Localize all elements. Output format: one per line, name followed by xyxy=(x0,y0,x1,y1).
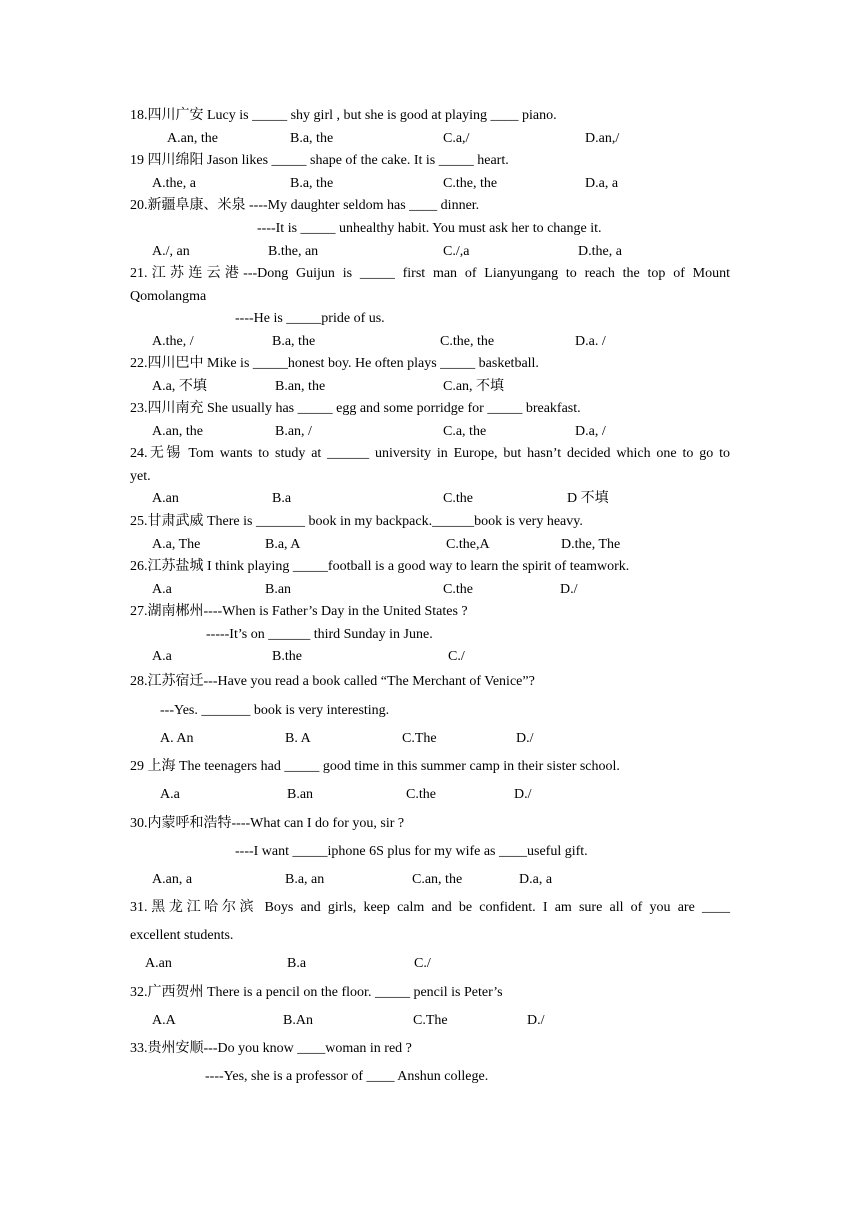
option-31-a: A.an xyxy=(145,956,172,971)
option-29-b: B.an xyxy=(287,787,314,802)
option-18-a: A.an, the xyxy=(167,131,218,146)
option-25-b: B.a, A xyxy=(265,537,301,552)
option-27-c: C./ xyxy=(448,649,465,664)
question-21: 21.江苏连云港---Dong Guijun is _____ first man of Lianyungang to reach the top of Mount xyxy=(130,266,730,281)
option-21-a: A.the, / xyxy=(152,334,194,349)
option-32-c: C.The xyxy=(413,1013,448,1028)
question-28: 28.江苏宿迁---Have you read a book called “The Merchant of Venice”? xyxy=(130,674,535,689)
question-31: 31.黑龙江哈尔滨 Boys and girls, keep calm and be confident. I am sure all of you are ____ xyxy=(130,900,730,915)
option-30-c: C.an, the xyxy=(412,872,463,887)
option-26-d: D./ xyxy=(560,582,578,597)
option-30-d: D.a, a xyxy=(519,872,553,887)
option-28-b: B. A xyxy=(285,731,311,746)
option-25-c: C.the,A xyxy=(446,537,490,552)
question-32: 32.广西贺州 There is a pencil on the floor. _____ pencil is Peter’s xyxy=(130,985,503,1000)
option-18-c: C.a,/ xyxy=(443,131,470,146)
option-19-c: C.the, the xyxy=(443,176,498,191)
option-23-a: A.an, the xyxy=(152,424,203,439)
option-25-a: A.a, The xyxy=(152,537,201,552)
option-29-a: A.a xyxy=(160,787,180,802)
question-31-continued: excellent students. xyxy=(130,928,234,943)
question-28-reply: ---Yes. _______ book is very interesting. xyxy=(160,703,390,718)
option-26-c: C.the xyxy=(443,582,473,597)
option-23-b: B.an, / xyxy=(275,424,312,439)
option-32-a: A.A xyxy=(152,1013,176,1028)
option-23-d: D.a, / xyxy=(575,424,606,439)
option-20-b: B.the, an xyxy=(268,244,319,259)
option-31-b: B.a xyxy=(287,956,307,971)
question-23: 23.四川南充 She usually has _____ egg and some porridge for _____ breakfast. xyxy=(130,401,581,416)
option-18-b: B.a, the xyxy=(290,131,334,146)
option-21-d: D.a. / xyxy=(575,334,606,349)
option-20-c: C./,a xyxy=(443,244,470,259)
option-32-d: D./ xyxy=(527,1013,545,1028)
option-30-a: A.an, a xyxy=(152,872,193,887)
option-28-a: A. An xyxy=(160,731,194,746)
question-20-reply: ----It is _____ unhealthy habit. You must ask her to change it. xyxy=(257,221,602,236)
question-20: 20.新疆阜康、米泉 ----My daughter seldom has ____ dinner. xyxy=(130,198,480,213)
option-29-c: C.the xyxy=(406,787,436,802)
option-32-b: B.An xyxy=(283,1013,313,1028)
option-26-a: A.a xyxy=(152,582,172,597)
option-20-d: D.the, a xyxy=(578,244,622,259)
option-31-c: C./ xyxy=(414,956,431,971)
option-21-b: B.a, the xyxy=(272,334,316,349)
question-30-reply: ----I want _____iphone 6S plus for my wife as ____useful gift. xyxy=(235,844,588,859)
option-19-b: B.a, the xyxy=(290,176,334,191)
option-19-a: A.the, a xyxy=(152,176,196,191)
option-22-c: C.an, 不填 xyxy=(443,379,505,394)
option-28-d: D./ xyxy=(516,731,534,746)
option-24-c: C.the xyxy=(443,491,473,506)
question-21-reply: ----He is _____pride of us. xyxy=(235,311,385,326)
question-21-continued: Qomolangma xyxy=(130,289,207,304)
option-22-a: A.a, 不填 xyxy=(152,379,207,394)
option-24-a: A.an xyxy=(152,491,179,506)
option-25-d: D.the, The xyxy=(561,537,621,552)
question-24-continued: yet. xyxy=(130,469,151,484)
option-21-c: C.the, the xyxy=(440,334,495,349)
question-33-reply: ----Yes, she is a professor of ____ Anshun college. xyxy=(205,1069,489,1084)
question-27: 27.湖南郴州----When is Father’s Day in the United States ? xyxy=(130,604,468,619)
option-23-c: C.a, the xyxy=(443,424,487,439)
option-24-d: D 不填 xyxy=(567,491,609,506)
option-20-a: A./, an xyxy=(152,244,190,259)
option-19-d: D.a, a xyxy=(585,176,619,191)
option-22-b: B.an, the xyxy=(275,379,326,394)
question-29: 29 上海 The teenagers had _____ good time in this summer camp in their sister school. xyxy=(130,759,620,774)
option-26-b: B.an xyxy=(265,582,292,597)
question-22: 22.四川巴中 Mike is _____honest boy. He often plays _____ basketball. xyxy=(130,356,539,371)
question-18: 18.四川广安 Lucy is _____ shy girl , but she is good at playing ____ piano. xyxy=(130,108,557,123)
option-18-d: D.an,/ xyxy=(585,131,620,146)
option-27-a: A.a xyxy=(152,649,172,664)
question-27-reply: -----It’s on ______ third Sunday in June. xyxy=(206,627,433,642)
question-25: 25.甘肃武威 There is _______ book in my backpack.______book is very heavy. xyxy=(130,514,583,529)
question-33: 33.贵州安顺---Do you know ____woman in red ? xyxy=(130,1041,412,1056)
question-19: 19 四川绵阳 Jason likes _____ shape of the cake. It is _____ heart. xyxy=(130,153,509,168)
question-26: 26.江苏盐城 I think playing _____football is a good way to learn the spirit of teamwork. xyxy=(130,559,630,574)
option-28-c: C.The xyxy=(402,731,437,746)
option-30-b: B.a, an xyxy=(285,872,325,887)
option-24-b: B.a xyxy=(272,491,292,506)
option-27-b: B.the xyxy=(272,649,302,664)
question-30: 30.内蒙呼和浩特----What can I do for you, sir ? xyxy=(130,816,405,831)
question-24: 24.无锡 Tom wants to study at ______ university in Europe, but hasn’t decided which one to go to xyxy=(130,446,730,461)
option-29-d: D./ xyxy=(514,787,532,802)
